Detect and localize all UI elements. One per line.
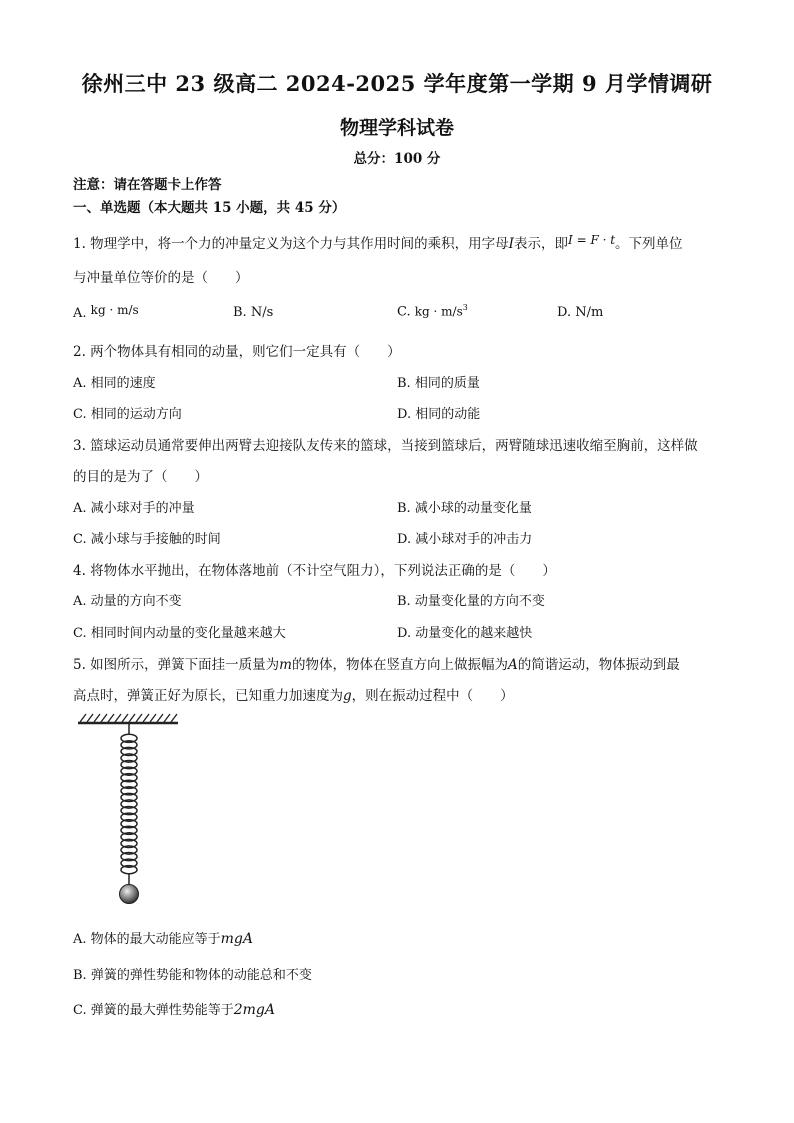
q3-option-a[interactable]: A. 减小球对手的冲量 — [73, 501, 195, 516]
q4-option-d[interactable]: D. 动量变化的越来越快 — [397, 626, 533, 641]
q1-text-b: 表示，即 — [514, 236, 569, 252]
q3-option-d[interactable]: D. 减小球对手的冲击力 — [397, 532, 533, 547]
mass-ball — [120, 885, 139, 904]
q1-stem-line2: 与冲量单位等价的是（ ） — [73, 270, 249, 286]
q1-option-c[interactable] — [397, 303, 468, 319]
q1-text-c: 。下列单位 — [615, 236, 683, 252]
q1-formula: I = F · t — [568, 233, 616, 247]
q5-text-d: 高点时，弹簧正好为原长，已知重力加速度为 — [73, 688, 343, 704]
q5-text-e: ，则在振动过程中（ ） — [351, 688, 514, 704]
q1-var: I — [508, 236, 515, 252]
ceiling-hatch — [78, 714, 178, 723]
q3-option-c[interactable]: C. 减小球与手接触的时间 — [73, 532, 221, 547]
q1-text-a: 1. 物理学中，将一个力的冲量定义为这个力与其作用时间的乘积，用字母 — [73, 236, 509, 252]
q1-option-a-label: A. — [73, 306, 87, 321]
q4-option-b[interactable]: B. 动量变化量的方向不变 — [397, 594, 545, 609]
q5-var-A: A — [507, 657, 518, 673]
q2-option-d[interactable]: D. 相同的动能 — [397, 407, 481, 422]
q5-option-a-math: mgA — [220, 931, 254, 947]
q1-option-c-label: C. — [397, 304, 411, 320]
q4-option-c[interactable]: C. 相同时间内动量的变化量越来越大 — [73, 626, 286, 641]
q1-option-c-exp: 3 — [462, 303, 468, 312]
q5-option-c-text: C. 弹簧的最大弹性势能等于 — [73, 1003, 234, 1018]
q5-var-m: m — [279, 657, 292, 673]
exam-subtitle: 物理学科试卷 — [339, 117, 454, 139]
q4-stem: 4. 将物体水平抛出，在物体落地前（不计空气阻力），下列说法正确的是（ ） — [73, 563, 556, 579]
q3-option-b[interactable]: B. 减小球的动量变化量 — [397, 501, 532, 516]
q1-option-a[interactable] — [73, 303, 139, 321]
q3-stem-line1: 3. 篮球运动员通常要伸出两臂去迎接队友传来的篮球，当接到篮球后，两臂随球迅速收缩至胸前，这样做 — [73, 438, 698, 454]
q2-stem: 2. 两个物体具有相同的动量，则它们一定具有（ ） — [73, 344, 401, 360]
q5-stem-line2 — [73, 684, 514, 704]
q1-stem-line1 — [73, 232, 683, 252]
q1-option-a-unit: kg · m/s — [90, 303, 139, 317]
total-score: 总分：100 分 — [353, 151, 441, 167]
q1-option-b[interactable]: B. N/s — [233, 305, 274, 320]
q5-option-b[interactable]: B. 弹簧的弹性势能和物体的动能总和不变 — [73, 968, 312, 983]
q1-option-d[interactable]: D. N/m — [557, 305, 604, 320]
exam-title: 徐州三中 23 级高二 2024-2025 学年度第一学期 9 月学情调研 — [81, 71, 713, 96]
q1-option-c-unit: kg · m/s — [414, 304, 463, 319]
spring-coils — [121, 734, 137, 874]
q5-option-c-math: 2mgA — [233, 1002, 276, 1018]
q5-option-a-text: A. 物体的最大动能应等于 — [73, 932, 221, 947]
q5-text-b: 的物体，物体在竖直方向上做振幅为 — [291, 657, 508, 673]
q2-option-b[interactable]: B. 相同的质量 — [397, 376, 480, 391]
q5-option-c[interactable] — [73, 999, 275, 1018]
q5-text-c: 的简谐运动，物体振动到最 — [517, 657, 680, 673]
q5-option-a[interactable] — [73, 928, 253, 947]
section-heading: 一、单选题（本大题共 15 小题，共 45 分） — [73, 200, 346, 216]
q3-stem-line2: 的目的是为了（ ） — [73, 469, 208, 485]
q2-option-a[interactable]: A. 相同的速度 — [73, 376, 156, 391]
q4-option-a[interactable]: A. 动量的方向不变 — [73, 594, 182, 609]
q5-var-g: g — [343, 688, 352, 704]
q5-text-a: 5. 如图所示，弹簧下面挂一质量为 — [73, 657, 280, 673]
q2-option-c[interactable]: C. 相同的运动方向 — [73, 407, 182, 422]
spring-mass-figure — [76, 713, 186, 913]
notice: 注意：请在答题卡上作答 — [73, 177, 222, 193]
q5-stem-line1 — [73, 653, 680, 673]
